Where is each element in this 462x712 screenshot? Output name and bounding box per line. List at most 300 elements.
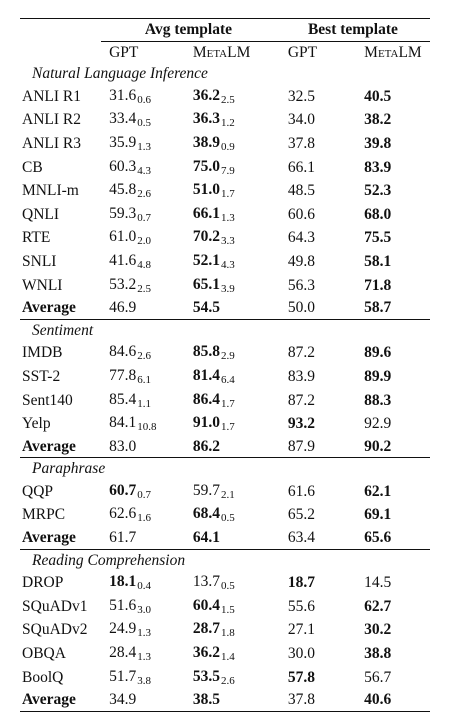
avg-gpt-cell-value: 61.0 [109,228,137,246]
best-gpt-cell [276,666,334,690]
best-gpt-cell-value: 18.7 [287,574,315,592]
avg-metalm-cell-value: 86.4 [192,390,220,408]
best-gpt-cell [276,365,334,389]
best-metalm-cell-value: 90.2 [364,437,392,455]
task-name [20,250,101,274]
best-metalm-cell-value: 52.3 [364,182,392,200]
best-gpt-cell-value: 87.2 [287,391,315,409]
best-metalm-cell [334,226,430,250]
avg-gpt-cell [101,412,163,436]
table-row [20,389,430,413]
avg-metalm-cell [163,365,276,389]
avg-metalm-cell [163,341,276,365]
avg-gpt-cell-stddev: 2.6 [137,350,151,363]
best-gpt-cell-value: 83.9 [287,367,315,385]
best-gpt-cell [276,108,334,132]
avg-metalm-cell-stddev: 2.9 [220,350,235,363]
best-gpt-cell-value: 61.6 [287,482,315,500]
table-row [20,179,430,203]
best-gpt-header: GPT [287,43,318,61]
best-gpt-cell [276,85,334,109]
avg-gpt-cell [101,527,163,549]
avg-metalm-cell-value: 60.4 [192,596,220,614]
average-row [20,297,430,319]
avg-gpt-cell-value: 34.9 [109,691,137,709]
avg-gpt-cell-value: 41.6 [109,251,137,269]
best-metalm-cell-value: 30.2 [364,621,392,639]
best-metalm-cell [334,389,430,413]
best-gpt-cell-value: 49.8 [287,252,315,270]
best-metalm-cell-value: 58.1 [364,252,392,270]
task-name-value: ANLI R2 [22,111,81,129]
avg-gpt-cell-stddev: 0.6 [137,93,151,106]
avg-metalm-cell-value: 38.9 [192,133,220,151]
best-metalm-cell [334,436,430,458]
task-name [20,226,101,250]
table-row [20,156,430,180]
avg-gpt-cell [101,642,163,666]
task-name-value: SNLI [22,252,57,270]
best-metalm-cell-value: 88.3 [364,391,392,409]
best-metalm-header: MetaLM [364,43,422,61]
avg-metalm-cell [163,642,276,666]
best-gpt-cell-value: 63.4 [287,529,315,547]
task-name [20,203,101,227]
best-metalm-cell-value: 38.8 [364,645,392,663]
best-gpt-cell-value: 50.0 [287,299,315,317]
task-name-value: SQuADv2 [22,621,88,639]
best-metalm-cell-value: 40.6 [364,691,392,709]
task-name [20,689,101,711]
task-name [20,618,101,642]
best-metalm-cell [334,179,430,203]
best-gpt-cell [276,689,334,711]
corner-cell-2 [20,41,101,63]
avg-metalm-cell-value: 13.7 [192,573,220,591]
avg-metalm-cell-stddev: 1.4 [220,651,235,664]
task-name-value: MNLI-m [22,182,79,200]
task-name [20,389,101,413]
best-gpt-cell-value: 64.3 [287,229,315,247]
section-title: Paraphrase [20,458,430,480]
avg-metalm-cell-value: 75.0 [192,157,220,175]
best-gpt-cell [276,480,334,504]
best-metalm-cell-value: 62.1 [364,482,392,500]
section-title: Sentiment [20,319,430,341]
best-metalm-cell [334,595,430,619]
best-metalm-cell-value: 68.0 [364,205,392,223]
best-metalm-cell-value: 56.7 [364,668,392,686]
section-header-row [20,319,430,341]
avg-metalm-cell [163,527,276,549]
avg-metalm-cell [163,618,276,642]
avg-metalm-cell [163,85,276,109]
best-gpt-cell-value: 34.0 [287,111,315,129]
average-row [20,527,430,549]
avg-metalm-cell-stddev: 0.5 [220,512,235,525]
section-header-row [20,549,430,571]
avg-gpt-cell-stddev: 4.3 [137,164,151,177]
task-name-value: Yelp [22,415,51,433]
avg-metalm-cell [163,436,276,458]
best-gpt-cell [276,389,334,413]
avg-metalm-cell-value: 36.2 [192,86,220,104]
avg-gpt-cell-value: 84.6 [109,343,137,361]
avg-metalm-cell [163,179,276,203]
best-gpt-cell-value: 87.9 [287,437,315,455]
best-gpt-cell [276,436,334,458]
avg-metalm-cell-stddev: 3.3 [220,235,235,248]
task-name-value: Average [22,529,76,547]
best-metalm-cell [334,250,430,274]
avg-metalm-cell-value: 38.5 [192,691,220,709]
avg-metalm-cell [163,389,276,413]
best-gpt-cell [276,156,334,180]
best-gpt-cell [276,203,334,227]
avg-gpt-cell [101,666,163,690]
avg-metalm-cell [163,571,276,595]
table-row [20,666,430,690]
best-metalm-cell-value: 92.9 [364,415,392,433]
table-row [20,412,430,436]
table-row [20,642,430,666]
avg-gpt-cell-value: 18.1 [109,573,137,591]
avg-metalm-cell [163,297,276,319]
avg-gpt-cell [101,85,163,109]
best-gpt-cell [276,618,334,642]
avg-gpt-cell-value: 33.4 [109,110,137,128]
avg-metalm-cell-stddev: 1.2 [220,117,235,130]
avg-gpt-cell [101,108,163,132]
best-gpt-cell-value: 37.8 [287,134,315,152]
best-metalm-cell [334,297,430,319]
average-row [20,436,430,458]
best-metalm-cell [334,642,430,666]
avg-metalm-cell [163,250,276,274]
avg-gpt-cell-stddev: 2.6 [137,188,151,201]
best-metalm-cell-value: 89.9 [364,367,392,385]
table-row [20,341,430,365]
best-metalm-cell [334,274,430,298]
avg-gpt-cell [101,226,163,250]
best-metalm-cell [334,85,430,109]
best-gpt-cell-value: 87.2 [287,344,315,362]
best-gpt-cell [276,503,334,527]
best-metalm-cell [334,365,430,389]
avg-gpt-cell [101,250,163,274]
best-template-header: Best template [276,19,430,42]
task-name-value: Average [22,437,76,455]
best-metalm-cell-value: 58.7 [364,299,392,317]
best-metalm-cell [334,108,430,132]
task-name [20,666,101,690]
avg-metalm-cell-value: 70.2 [192,228,220,246]
task-name [20,132,101,156]
avg-metalm-cell-stddev: 1.7 [220,421,235,434]
best-gpt-cell-value: 93.2 [287,415,315,433]
section-header-row [20,458,430,480]
avg-gpt-cell-stddev: 3.0 [137,603,151,616]
avg-metalm-cell-stddev: 2.1 [220,488,235,501]
task-name [20,480,101,504]
best-gpt-cell [276,179,334,203]
avg-gpt-cell-stddev: 2.5 [137,282,151,295]
task-name-value: IMDB [22,344,63,362]
avg-gpt-cell-value: 53.2 [109,275,137,293]
avg-gpt-cell-value: 28.4 [109,644,137,662]
best-gpt-cell [276,527,334,549]
task-name [20,156,101,180]
avg-metalm-cell-value: 91.0 [192,414,220,432]
task-name-value: Average [22,691,76,709]
avg-metalm-cell-value: 28.7 [192,620,220,638]
corner-cell [20,19,101,42]
average-row [20,689,430,711]
avg-gpt-cell-value: 46.9 [109,299,137,317]
avg-metalm-cell [163,503,276,527]
best-gpt-cell-value: 55.6 [287,597,315,615]
avg-metalm-cell [163,274,276,298]
best-gpt-cell [276,571,334,595]
avg-gpt-cell [101,436,163,458]
avg-metalm-cell-stddev: 7.9 [220,164,235,177]
best-metalm-cell [334,689,430,711]
best-gpt-cell [276,250,334,274]
best-metalm-cell-value: 83.9 [364,158,392,176]
avg-metalm-cell-value: 68.4 [192,505,220,523]
avg-gpt-cell-value: 60.3 [109,157,137,175]
best-gpt-cell [276,274,334,298]
best-metalm-cell [334,618,430,642]
avg-gpt-cell-value: 35.9 [109,133,137,151]
avg-metalm-cell-value: 52.1 [192,251,220,269]
avg-gpt-cell-stddev: 0.7 [137,211,151,224]
avg-metalm-cell-value: 65.1 [192,275,220,293]
avg-gpt-cell-stddev: 0.4 [137,580,151,593]
group-header-row [20,19,430,42]
task-name-value: ANLI R1 [22,87,81,105]
table-row [20,250,430,274]
avg-metalm-cell [163,226,276,250]
table-row [20,274,430,298]
avg-metalm-cell-value: 53.5 [192,667,220,685]
avg-gpt-cell-stddev: 1.6 [137,512,151,525]
avg-gpt-cell-stddev: 0.7 [137,488,151,501]
results-table [20,18,430,712]
best-gpt-cell [276,595,334,619]
best-gpt-cell-value: 37.8 [287,691,315,709]
avg-gpt-cell [101,571,163,595]
task-name-value: CB [22,158,43,176]
avg-gpt-cell-value: 45.8 [109,181,137,199]
task-name-value: WNLI [22,276,63,294]
best-metalm-cell [334,571,430,595]
avg-metalm-cell-stddev: 4.3 [220,258,235,271]
table-row [20,365,430,389]
avg-gpt-cell [101,389,163,413]
avg-gpt-cell-value: 51.7 [109,667,137,685]
avg-metalm-cell-value: 54.5 [192,299,220,317]
best-gpt-cell-value: 65.2 [287,506,315,524]
task-name [20,85,101,109]
avg-gpt-cell-stddev: 2.0 [137,235,151,248]
avg-template-header: Avg template [101,19,276,42]
avg-gpt-cell [101,503,163,527]
avg-metalm-header: MetaLM [192,43,251,61]
avg-metalm-cell-value: 36.2 [192,644,220,662]
task-name [20,179,101,203]
avg-metalm-cell [163,412,276,436]
best-metalm-cell [334,666,430,690]
task-name-value: OBQA [22,645,66,663]
avg-gpt-cell-stddev: 1.3 [137,140,151,153]
table-row [20,618,430,642]
task-name-value: Sent140 [22,391,73,409]
avg-metalm-cell [163,108,276,132]
best-gpt-cell-value: 30.0 [287,645,315,663]
task-name [20,503,101,527]
avg-gpt-cell [101,595,163,619]
best-metalm-cell-value: 38.2 [364,111,392,129]
section-title: Natural Language Inference [32,65,208,83]
avg-metalm-cell [163,203,276,227]
best-metalm-cell-value: 75.5 [364,229,392,247]
avg-gpt-cell [101,480,163,504]
avg-metalm-cell-stddev: 2.5 [220,93,235,106]
avg-gpt-cell [101,618,163,642]
avg-metalm-cell-value: 81.4 [192,366,220,384]
avg-metalm-cell-value: 86.2 [192,437,220,455]
task-name [20,341,101,365]
avg-gpt-cell-stddev: 4.8 [137,258,151,271]
table-row [20,503,430,527]
task-name [20,412,101,436]
model-header-row [20,41,430,63]
avg-gpt-cell-value: 77.8 [109,366,137,384]
avg-metalm-cell-stddev: 0.5 [220,580,235,593]
avg-metalm-cell-stddev: 6.4 [220,373,235,386]
avg-gpt-cell-value: 84.1 [109,414,137,432]
table-row [20,203,430,227]
table-row [20,108,430,132]
task-name [20,365,101,389]
avg-gpt-cell [101,689,163,711]
avg-metalm-cell [163,156,276,180]
avg-metalm-cell-value: 66.1 [192,204,220,222]
task-name-value: BoolQ [22,668,64,686]
avg-gpt-cell-value: 31.6 [109,86,137,104]
avg-metalm-cell-value: 85.8 [192,343,220,361]
avg-gpt-cell-stddev: 3.8 [137,674,151,687]
table-row [20,571,430,595]
best-gpt-cell-value: 60.6 [287,205,315,223]
best-metalm-cell-value: 39.8 [364,134,392,152]
best-metalm-cell [334,132,430,156]
best-metalm-cell-value: 40.5 [364,87,392,105]
avg-gpt-cell-stddev: 1.3 [137,627,151,640]
task-name [20,274,101,298]
table-row [20,85,430,109]
best-gpt-cell-value: 56.3 [287,276,315,294]
avg-gpt-cell-value: 59.3 [109,204,137,222]
task-name-value: RTE [22,229,51,247]
best-gpt-cell [276,132,334,156]
avg-metalm-cell-stddev: 3.9 [220,282,235,295]
best-gpt-cell-value: 48.5 [287,182,315,200]
best-gpt-cell [276,642,334,666]
avg-gpt-cell [101,297,163,319]
avg-metalm-cell-stddev: 0.9 [220,140,235,153]
table-row [20,480,430,504]
best-gpt-cell-value: 66.1 [287,158,315,176]
task-name [20,108,101,132]
avg-gpt-cell [101,341,163,365]
table-row [20,132,430,156]
task-name-value: MRPC [22,506,66,524]
avg-gpt-cell-value: 51.6 [109,596,137,614]
avg-metalm-cell [163,132,276,156]
avg-metalm-cell-stddev: 1.7 [220,188,235,201]
avg-metalm-cell-stddev: 2.6 [220,674,235,687]
avg-metalm-cell-stddev: 1.5 [220,603,235,616]
best-metalm-cell [334,341,430,365]
best-gpt-cell-value: 27.1 [287,621,315,639]
avg-metalm-cell-stddev: 1.8 [220,627,235,640]
avg-gpt-cell [101,132,163,156]
avg-gpt-cell-stddev: 1.3 [137,651,151,664]
best-metalm-cell-value: 89.6 [364,344,392,362]
best-metalm-cell [334,503,430,527]
best-metalm-cell-value: 62.7 [364,597,392,615]
avg-gpt-cell-value: 24.9 [109,620,137,638]
avg-metalm-cell-value: 36.3 [192,110,220,128]
avg-gpt-cell-value: 85.4 [109,390,137,408]
task-name [20,527,101,549]
avg-gpt-cell [101,203,163,227]
best-metalm-cell [334,203,430,227]
best-metalm-cell-value: 14.5 [364,574,392,592]
avg-gpt-header: GPT [109,43,139,61]
avg-gpt-cell [101,179,163,203]
task-name-value: QQP [22,482,54,500]
avg-gpt-cell-stddev: 6.1 [137,373,151,386]
task-name [20,595,101,619]
best-metalm-cell-value: 71.8 [364,276,392,294]
best-metalm-cell-value: 69.1 [364,506,392,524]
avg-gpt-cell [101,274,163,298]
best-metalm-cell [334,480,430,504]
table-row [20,595,430,619]
avg-gpt-cell-value: 83.0 [109,437,137,455]
avg-gpt-cell-stddev: 10.8 [137,421,157,434]
avg-metalm-cell [163,666,276,690]
best-gpt-cell [276,412,334,436]
avg-metalm-cell [163,480,276,504]
task-name [20,571,101,595]
avg-metalm-cell-value: 64.1 [192,529,220,547]
avg-metalm-cell-value: 51.0 [192,181,220,199]
avg-metalm-cell [163,595,276,619]
task-name-value: SQuADv1 [22,597,88,615]
best-gpt-cell [276,297,334,319]
best-metalm-cell [334,156,430,180]
best-metalm-cell-value: 65.6 [364,529,392,547]
best-gpt-cell-value: 57.8 [287,668,315,686]
avg-metalm-cell-value: 59.7 [192,481,220,499]
best-metalm-cell [334,527,430,549]
avg-gpt-cell-value: 61.7 [109,529,137,547]
avg-gpt-cell-value: 62.6 [109,505,137,523]
